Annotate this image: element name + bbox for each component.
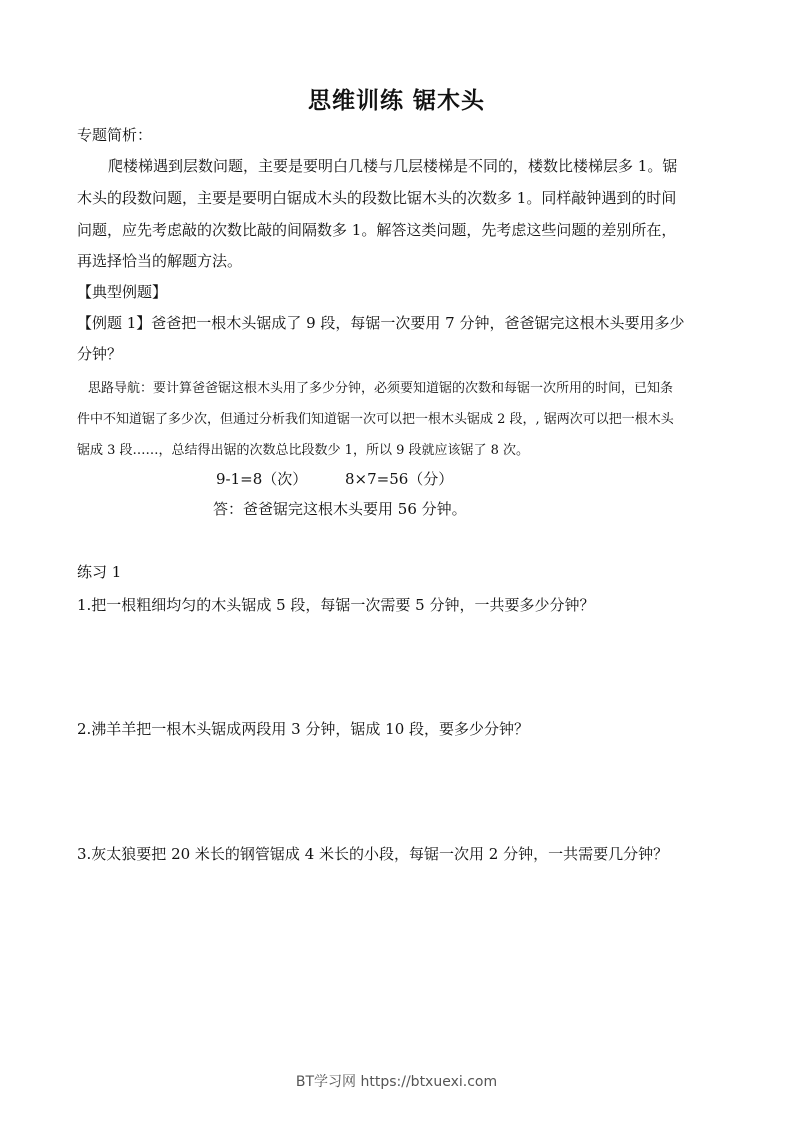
hint-line-3: 锯成 3 段……，总结得出锯的次数总比段数少 1，所以 9 段就应该锯了 8 次。	[77, 443, 530, 458]
footer-watermark: BT学习网 https://btxuexi.com	[295, 1074, 498, 1090]
intro-line-3: 问题，应先考虑敲的次数比敲的间隔数多 1。解答这类问题，先考虑这些问题的差别所在，	[77, 221, 677, 239]
practice-heading: 练习 1	[77, 563, 122, 581]
practice-question-2: 2.沸羊羊把一根木头锯成两段用 3 分钟，锯成 10 段，要多少分钟？	[77, 720, 530, 738]
example1-answer: 答：爸爸锯完这根木头要用 56 分钟。	[213, 500, 467, 518]
intro-line-2: 木头的段数问题，主要是要明白锯成木头的段数比锯木头的次数多 1。同样敲钟遇到的时间	[77, 189, 677, 207]
hint-line-1: 思路导航：要计算爸爸锯这根木头用了多少分钟，必须要知道锯的次数和每锯一次所用的时间，已知条	[88, 381, 674, 396]
example1-question-line-2: 分钟？	[77, 345, 123, 363]
hint-line-2: 件中不知道锯了多少次，但通过分析我们知道锯一次可以把一根木头锯成 2 段，, 锯两次可以把一根木头	[77, 412, 674, 427]
practice-question-3: 3.灰太狼要把 20 米长的钢管锯成 4 米长的小段，每锯一次用 2 分钟，一共需要几分钟？	[77, 845, 669, 863]
intro-heading: 专题简析：	[77, 126, 153, 144]
formula-1: 9-1=8（次）	[216, 470, 308, 488]
example1-question-line-1: 【例题 1】爸爸把一根木头锯成了 9 段，每锯一次要用 7 分钟，爸爸锯完这根木头要用多少	[77, 314, 685, 332]
examples-heading: 【典型例题】	[77, 283, 168, 301]
intro-line-4: 再选择恰当的解题方法。	[77, 252, 243, 270]
intro-line-1	[77, 155, 677, 176]
intro-line-text: 爬楼梯遇到层数问题，主要是要明白几楼与几层楼梯是不同的，楼数比楼梯层多 1。锯	[108, 157, 678, 175]
page-title: 思维训练 锯木头	[307, 88, 485, 114]
formula-2: 8×7=56（分）	[345, 470, 454, 488]
practice-question-1: 1.把一根粗细均匀的木头锯成 5 段，每锯一次需要 5 分钟，一共要多少分钟？	[77, 596, 595, 614]
